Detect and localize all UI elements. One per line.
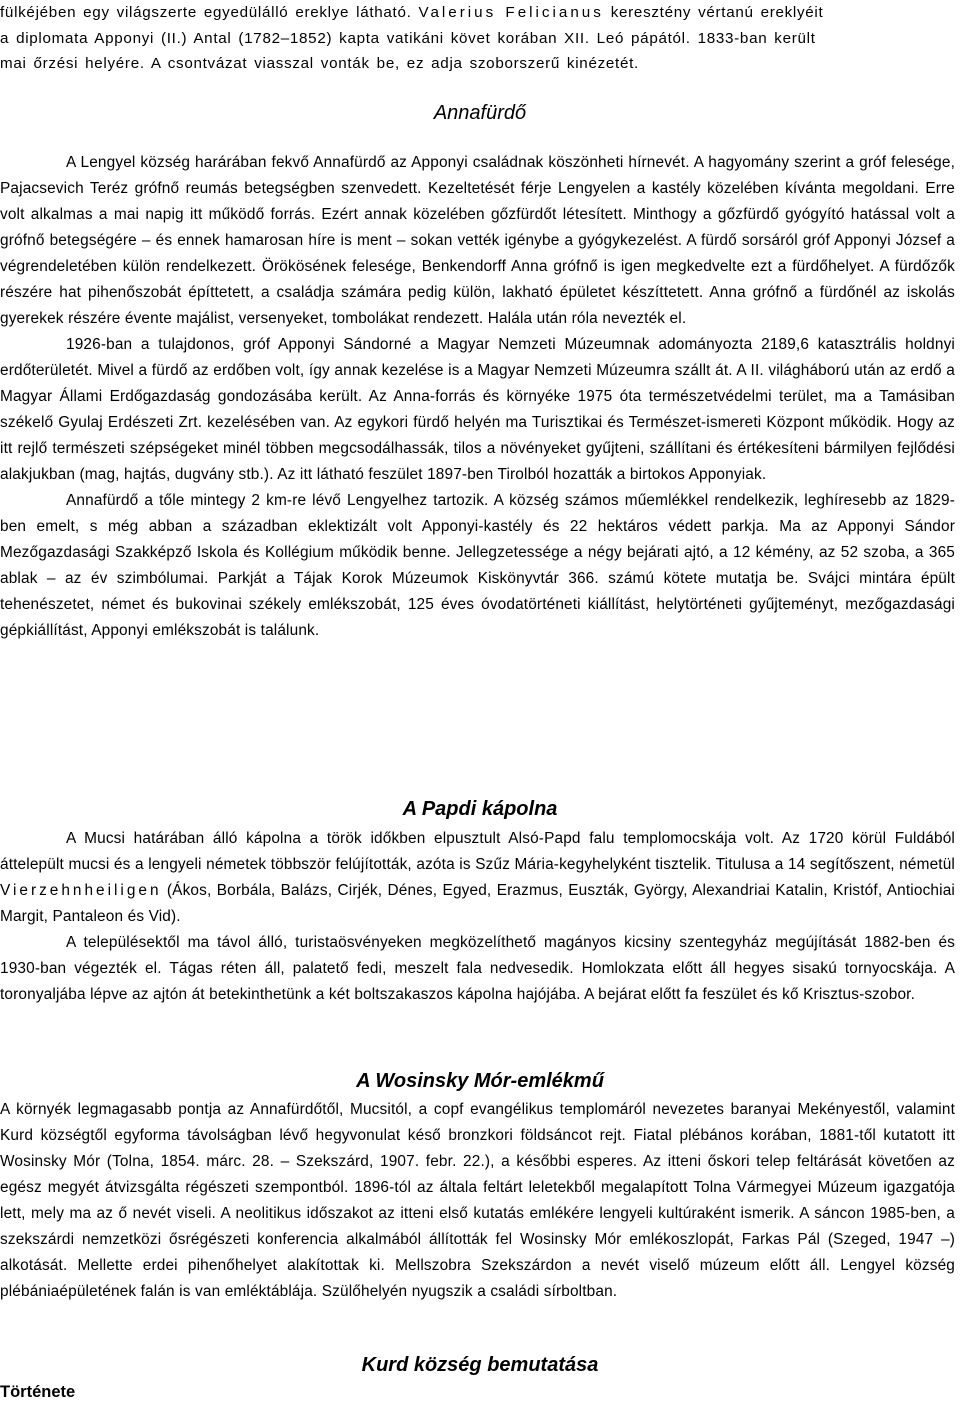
- spaced-name: Valerius Felicianus: [418, 4, 604, 21]
- spaced-word: Vierzehnheiligen: [0, 882, 162, 899]
- intro-paragraph: [0, 0, 954, 77]
- wosinsky-section: [0, 1097, 955, 1305]
- annafurdo-paragraph-1: A Lengyel község harárában fekvő Annafürdő az Apponyi családnak köszönheti hírnevét. A hagyomány szerint a gróf felesége, Pajacsevich Teréz grófnő reumás betegségben szenvedett. Kezeltetését férje Lengyelen a kastély közelében kívánta megoldani. Erre volt alkalmas a mai napig itt működő forrás. Ezért annak közelében gőzfürdőt létesített. Minthogy a gőzfürdő gyógyító hatással volt a grófnő betegségére – és ennek hamarosan híre is ment – sokan vették igénybe a gyógykezelést. A fürdő sorsáról gróf Apponyi József a végrendeletében külön rendelkezett. Örökösének felesége, Benkendorff Anna grófnő is igen megkedvelte ezt a fürdőhelyet. A fürdőzők részére hat pihenőszobát építtetett, a családja számára pedig külön, lakható épületet készíttetett. Anna grófnő a fürdőnél az iskolás gyerekek részére évente majálist, versenyeket, tombolákat rendezett. Halála után róla nevezték el.: [0, 154, 955, 327]
- kurd-title: Kurd község bemutatása: [361, 1354, 599, 1376]
- annafurdo-paragraph-2: 1926-ban a tulajdonos, gróf Apponyi Sándorné a Magyar Nemzeti Múzeumnak adományozta 2189,6 katasztrális holdnyi erdőterületét. Mivel a fürdő az erdőben volt, így annak kezelése is a Magyar Nemzeti Múzeumra szállt át. A II. világháború után az erdő a Magyar Állami Erdőgazdaság gondozásába került. Az Anna-forrás és környéke 1975 óta természetvédelmi terület, ma a Tamásiban székelő Gyulaj Erdészeti Zrt. kezelésében van. Az egykori fürdő helyén ma Turisztikai és Természet-ismereti Központ működik. Hogy az itt rejlő természeti szépségeket minél többen megcsodálhassák, tilos a növényeket gyűjteni, szállítani és értékesíteni bármilyen fejlődési alakjukban (mag, hajtás, dugvány stb.). Az itt látható feszület 1897-ben Tirolból hozatták a birtokos Apponyiak.: [0, 336, 955, 483]
- intro-text: keresztény vértanú ereklyéit: [610, 4, 824, 21]
- intro-line-2: a diplomata Apponyi (II.) Antal (1782–1852) kapta vatikáni követ korában XII. Leó pápától. 1833-ban került: [0, 29, 816, 47]
- annafurdo-section: [0, 150, 955, 644]
- kurd-subtitle: Története: [0, 1383, 76, 1401]
- papdi-section: [0, 826, 955, 1008]
- papdi-text: A Mucsi határában álló kápolna a török időkben elpusztult Alsó-Papd falu templomocskája volt. Az 1720 körül Fuldából áttelepült mucsi és a lengyeli németek többször felújították, azóta is Szűz Mária-kegyhelyként tisztelik. Titulusa a 14 segítőszent, németül: [0, 830, 955, 873]
- papdi-title: A Papdi kápolna: [402, 798, 558, 820]
- papdi-paragraph-2: A településektől ma távol álló, turistaösvényeken megközelíthető magányos kicsiny szentegyház megújítását 1882-ben és 1930-ban végezték el. Tágas réten áll, palatető fedi, meszelt fala nedvesedik. Homlokzata előtt áll hegyes sisakú tornyocskája. A toronyaljába lépve az ajtón át betekinthetünk a két boltszakaszos kápolna hajójába. A bejárat előtt fa feszület és kő Krisztus-szobor.: [0, 934, 955, 1003]
- intro-text: fülkéjében egy világszerte egyedülálló ereklye látható.: [0, 4, 412, 21]
- annafurdo-paragraph-3: Annafürdő a tőle mintegy 2 km-re lévő Lengyelhez tartozik. A község számos műemlékkel rendelkezik, leghíresebb az 1829-ben emelt, s még abban a században eklektizált volt Apponyi-kastély és 22 hektáros védett parkja. Ma az Apponyi Sándor Mezőgazdasági Szakképző Iskola és Kollégium működik benne. Jellegzetessége a négy bejárati ajtó, a 12 kémény, az 52 szoba, a 365 ablak – az év szimbólumai. Parkját a Tájak Korok Múzeumok Kiskönyvtár 366. számú kötete mutatja be. Svájci mintára épült tehenészetet, német és bukovinai székely emlékszobát, 125 éves óvodatörténeti kiállítást, helytörténeti gyűjteményt, mezőgazdasági gépkiállítást, Apponyi emlékszobát is találunk.: [0, 492, 955, 639]
- intro-line-3: mai őrzési helyére. A csontvázat viasszal vonták be, ez adja szoborszerű kinézetét.: [0, 55, 639, 72]
- wosinsky-paragraph-1: A környék legmagasabb pontja az Annafürdőtől, Mucsitól, a copf evangélikus templomáról nevezetes baranyai Mekényestől, valamint Kurd községtől egyforma távolságban lévő hegyvonulat késő bronzkori földsáncot rejt. Fiatal plébános korában, 1881-től kutatott itt Wosinsky Mór (Tolna, 1854. márc. 28. – Szekszárd, 1907. febr. 22.), a későbbi esperes. Az itteni őskori telep feltárását követően az egész megyét átvizsgálta régészeti szempontból. 1896-tól az általa feltárt leletekből megalapított Tolna Vármegyei Múzeum igazgatója lett, mely ma az ő nevét viseli. A neolitikus időszakot az itteni első kutatás emlékére lengyeli kultúraként ismerik. A sáncon 1985-ben, a szekszárdi nemzetközi ősrégészeti konferencia alkalmából állították fel Wosinsky Mór emlékoszlopát, Farkas Pál (Szeged, 1947 –) alkotását. Mellette erdei pihenőhelyet alakítottak ki. Mellszobra Szekszárdon a nevét viselő múzeum előtt áll. Lengyel község plébániaépületének falán is van emléktáblája. Szülőhelyén nyugszik a családi sírboltban.: [0, 1101, 955, 1300]
- wosinsky-title: A Wosinsky Mór-emlékmű: [356, 1070, 604, 1092]
- annafurdo-title: Annafürdő: [433, 102, 527, 124]
- papdi-paragraph-1: [0, 826, 955, 930]
- intro-line-1: [0, 0, 954, 26]
- papdi-text: (Ákos, Borbála, Balázs, Cirjék, Dénes, Egyed, Erazmus, Euszták, György, Alexandriai Katalin, Kristóf, Antiochiai Margit, Pantaleon és Vid).: [0, 882, 955, 925]
